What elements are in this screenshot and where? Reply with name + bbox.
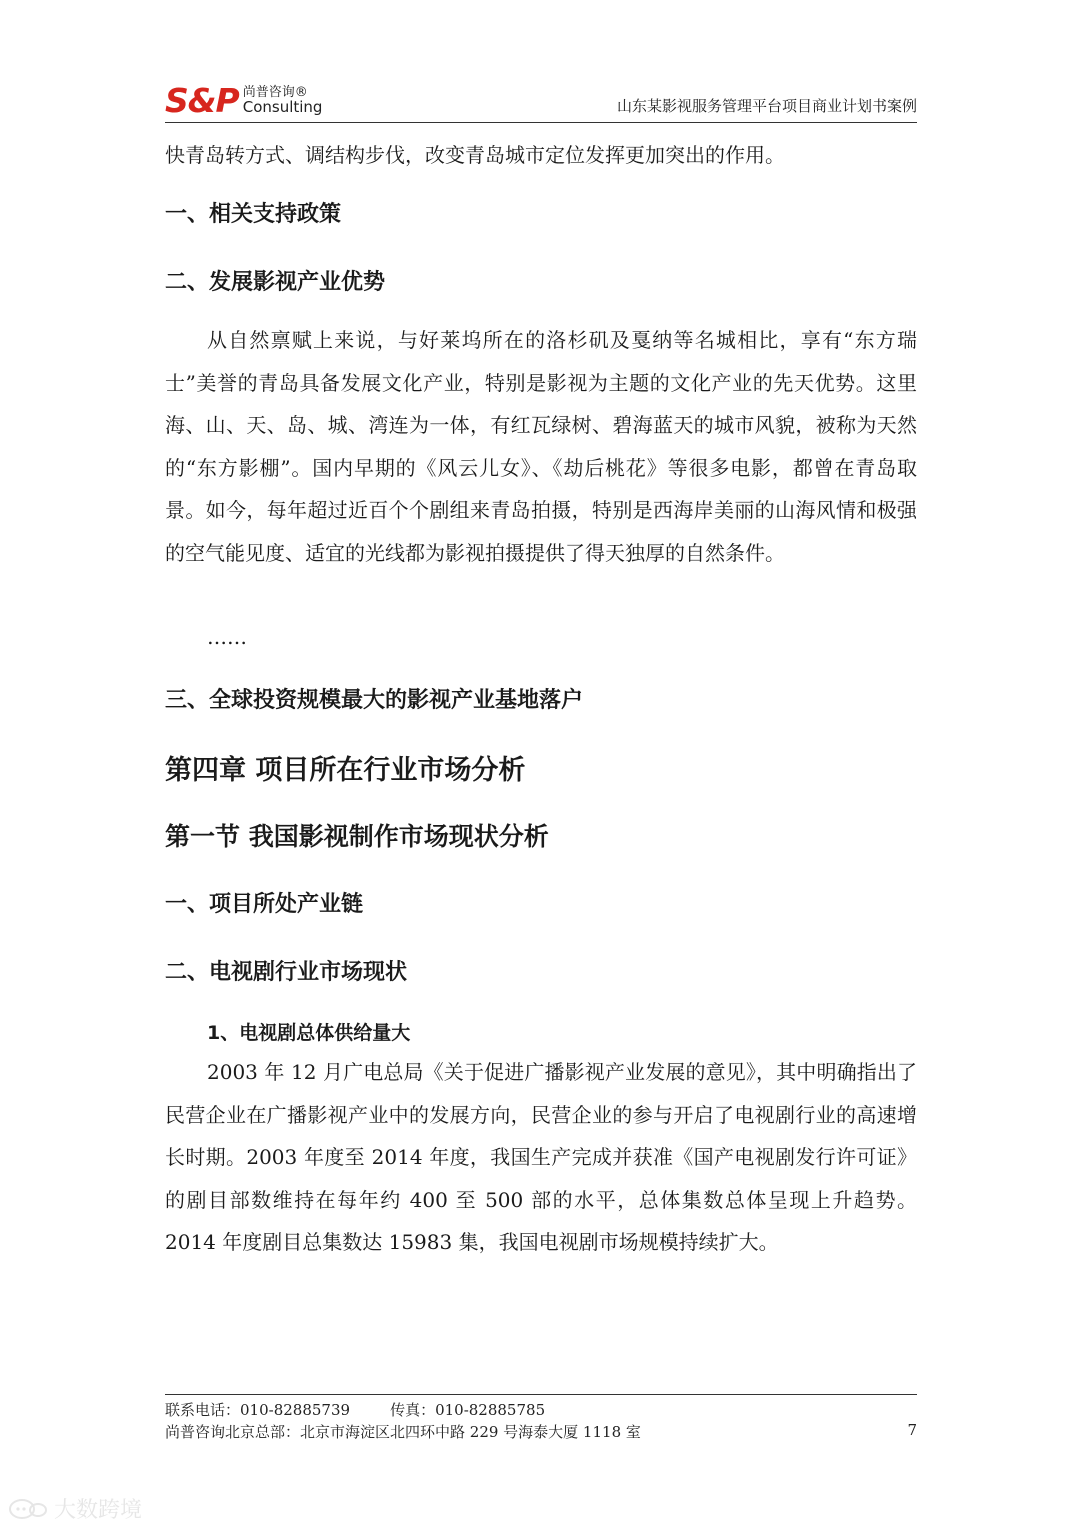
page-footer [165,1394,917,1441]
continuation-paragraph: 快青岛转方式、调结构步伐，改变青岛城市定位发挥更加突出的作用。 [165,143,785,167]
chapter-title: 第四章 项目所在行业市场分析 [165,755,526,786]
heading-industry-advantage: 二、发展影视产业优势 [165,270,386,295]
heading-tv-market: 二、电视剧行业市场现状 [165,960,408,985]
logo-text [243,85,323,118]
logo-chinese-name: 尚普咨询® [242,85,308,100]
document-title: 山东某影视服务管理平台项目商业计划书案例 [616,97,917,115]
company-logo [165,78,322,118]
heading-industry-chain: 一、项目所处产业链 [165,892,364,917]
company-address: 尚普咨询北京总部：北京市海淀区北四环中路 229 号海泰大厦 1118 室 [165,1423,641,1441]
heading-support-policy: 一、相关支持政策 [165,202,342,227]
paragraph-industry-advantage: 从自然禀赋上来说，与好莱坞所在的洛杉矶及戛纳等名城相比，享有“东方瑞士”美誉的青岛具备发展文化产业，特别是影视为主题的文化产业的先天优势。这里海、山、天、岛、城、湾连为一体，有红瓦绿树、碧海蓝天的城市风貌，被称为天然的“东方影棚”。国内早期的《风云儿女》、《劫后桃花》等很多电影，都曾在青岛取景。如今，每年超过近百个个剧组来青岛拍摄，特别是西海岸美丽的山海风情和极强的空气能见度、适宜的光线都为影视拍摄提供了得天独厚的自然条件。 [165,328,917,565]
heading-film-base: 三、全球投资规模最大的影视产业基地落户 [165,688,584,713]
logo-english-name: Consulting [242,98,323,116]
section-title: 第一节 我国影视制作市场现状分析 [165,822,549,851]
heading-tv-supply: 1、电视剧总体供给量大 [207,1022,411,1044]
ellipsis: …… [207,625,247,649]
paragraph-tv-market: 2003 年 12 月广电总局《关于促进广播影视产业发展的意见》，其中明确指出了民营企业在广播影视产业中的发展方向，民营企业的参与开启了电视剧行业的高速增长时期。2003 年度至 2014 年度，我国生产完成并获准《国产电视剧发行许可证》的剧目部数维持在每年约 400 至 500 部的水平，总体集数总体呈现上升趋势。2014 年度剧目总集数达 15983 集，我国电视剧市场规模持续扩大。 [165,1060,917,1254]
watermark [8,1493,142,1524]
watermark-text: 大数跨境 [54,1498,143,1523]
contact-fax: 传真：010-82885785 [390,1401,546,1419]
page-number: 7 [907,1421,917,1439]
contact-line [165,1399,545,1420]
page-header [165,72,917,123]
chat-bubble-icon [8,1498,48,1520]
contact-phone: 联系电话：010-82885739 [165,1401,351,1419]
logo-mark: S&P [165,81,239,120]
